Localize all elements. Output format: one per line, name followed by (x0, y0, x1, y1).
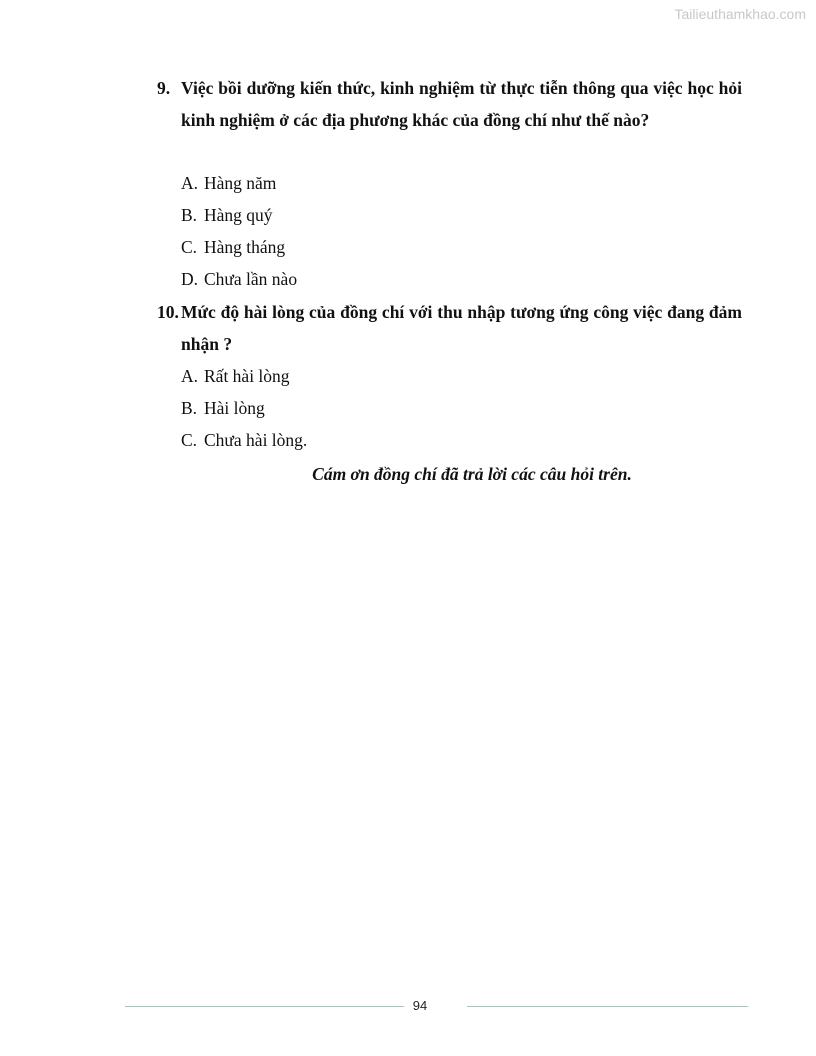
option-letter: C. (181, 430, 198, 450)
question-text: Việc bồi dưỡng kiến thức, kinh nghiệm từ thực tiễn thông qua việc học hỏi kinh nghiệm ở các địa phương khác của đồng chí như thế nào? (181, 78, 742, 130)
option-letter: A. (181, 173, 199, 193)
option-10c (181, 424, 307, 456)
page-number: 94 (412, 998, 428, 1013)
footer-rule-left (125, 1006, 404, 1007)
option-letter: B. (181, 398, 198, 418)
option-text: Hàng tháng (204, 237, 286, 257)
option-text: Chưa hài lòng. (204, 430, 308, 450)
option-9b (181, 199, 273, 231)
option-letter: B. (181, 205, 198, 225)
option-9c (181, 231, 285, 263)
footer-rule-right (467, 1006, 748, 1007)
option-10a (181, 360, 290, 392)
option-text: Hàng năm (204, 173, 277, 193)
option-letter: D. (181, 269, 199, 289)
option-letter: A. (181, 366, 199, 386)
option-text: Hài lòng (204, 398, 265, 418)
closing-thanks: Cám ơn đồng chí đã trả lời các câu hỏi trên. (312, 464, 632, 484)
option-letter: C. (181, 237, 198, 257)
option-text: Hàng quý (204, 205, 273, 225)
watermark: Tailieuthamkhao.com (674, 6, 806, 22)
option-text: Rất hài lòng (204, 366, 290, 386)
option-10b (181, 392, 265, 424)
question-10 (157, 296, 742, 360)
question-text: Mức độ hài lòng của đồng chí với thu nhập tương ứng công việc đang đảm nhận ? (181, 302, 742, 354)
question-number: 10. (157, 302, 179, 322)
question-9 (157, 72, 742, 136)
option-9d (181, 263, 297, 295)
option-9a (181, 167, 276, 199)
option-text: Chưa lần nào (204, 269, 298, 289)
question-number: 9. (157, 78, 171, 98)
